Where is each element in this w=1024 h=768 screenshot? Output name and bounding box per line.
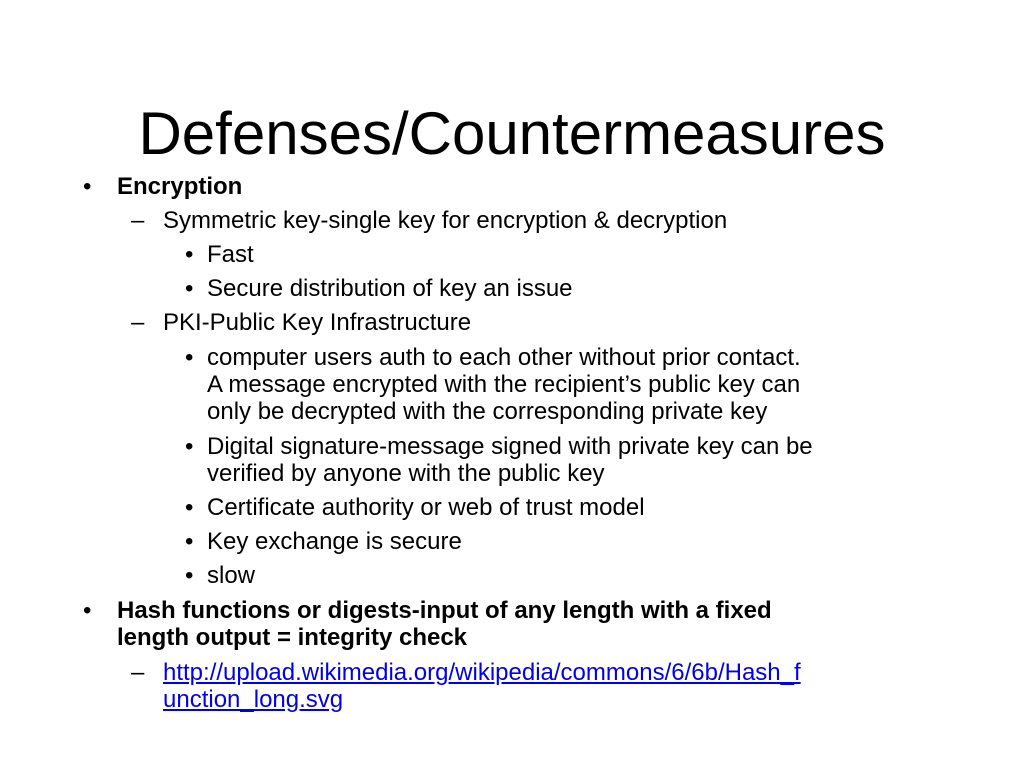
- subitem-symmetric-key: Symmetric key-single key for encryption & decryption: [163, 207, 728, 234]
- bullet-marker: •: [83, 597, 92, 624]
- subsubitem-digital-signature-line2: verified by anyone with the public key: [207, 460, 605, 487]
- bullet-marker: •: [185, 344, 194, 371]
- bullet-marker: •: [185, 241, 194, 268]
- bullet-encryption: Encryption: [117, 173, 243, 200]
- subsubitem-certificate-authority: Certificate authority or web of trust model: [207, 494, 645, 521]
- dash-marker: –: [131, 309, 145, 336]
- bullet-marker: •: [83, 173, 92, 200]
- subsubitem-fast: Fast: [207, 241, 254, 268]
- dash-marker: –: [131, 207, 145, 234]
- subsubitem-computer-users-line1: computer users auth to each other without prior contact.: [207, 344, 801, 371]
- bullet-marker: •: [185, 494, 194, 521]
- dash-marker: –: [131, 659, 145, 686]
- subsubitem-slow: slow: [207, 562, 256, 589]
- subsubitem-digital-signature-line1: Digital signature-message signed with private key can be: [207, 433, 813, 460]
- hash-function-link-line1[interactable]: http://upload.wikimedia.org/wikipedia/commons/6/6b/Hash_f: [163, 659, 801, 686]
- subsubitem-computer-users-line3: only be decrypted with the corresponding private key: [207, 398, 768, 425]
- bullet-hash-functions-line2: length output = integrity check: [117, 624, 468, 651]
- bullet-marker: •: [185, 528, 194, 555]
- bullet-marker: •: [185, 433, 194, 460]
- subsubitem-computer-users-line2: A message encrypted with the recipient’s public key can: [207, 371, 801, 398]
- subsubitem-key-exchange: Key exchange is secure: [207, 528, 462, 555]
- bullet-marker: •: [185, 275, 194, 302]
- subsubitem-secure-distribution: Secure distribution of key an issue: [207, 275, 573, 302]
- bullet-marker: •: [185, 562, 194, 589]
- bullet-hash-functions-line1: Hash functions or digests-input of any length with a fixed: [117, 597, 772, 624]
- slide-title: Defenses/Countermeasures: [138, 100, 886, 167]
- hash-function-link-line2[interactable]: unction_long.svg: [163, 686, 344, 713]
- subitem-pki: PKI-Public Key Infrastructure: [163, 309, 472, 336]
